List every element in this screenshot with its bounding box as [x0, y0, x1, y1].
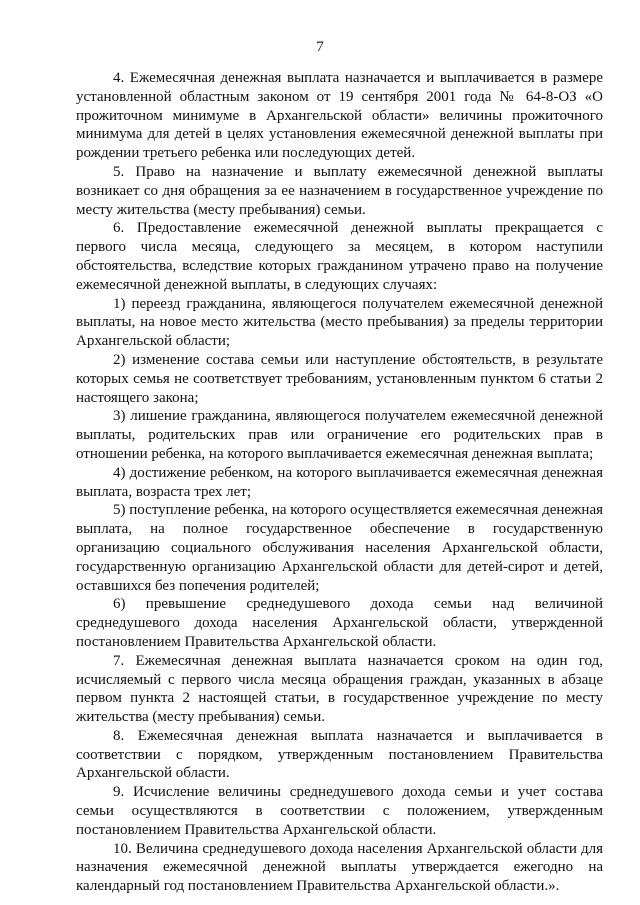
list-item-1: 1) переезд гражданина, являющегося получателем ежемесячной денежной выплаты, на новое место жительства (место пребывания) за пределы территории Архангельской области;	[76, 295, 603, 350]
list-item-6: 6) превышение среднедушевого дохода семьи над величиной среднедушевого дохода населения Архангельской области, утвержденной постановлением Правительства Архангельской области.	[76, 596, 603, 650]
list-item-3: 3) лишение гражданина, являющегося получателем ежемесячной денежной выплаты, родительских прав или ограничение его родительских прав в отношении ребенка, на которого выплачивается ежемесячная денежная выплата;	[76, 408, 603, 462]
paragraph-10: 10. Величина среднедушевого дохода населения Архангельской области для назначения ежемесячной денежной выплаты утверждается ежегодно на календарный год постановлением Правительства Архангельской области.».	[76, 840, 603, 895]
list-item-4: 4) достижение ребенком, на которого выплачивается ежемесячная денежная выплата, возраста трех лет;	[76, 464, 603, 500]
list-item-2: 2) изменение состава семьи или наступление обстоятельств, в результате которых семья не соответствует требованиям, установленным пунктом 6 статьи 2 настоящего закона;	[76, 351, 603, 406]
paragraph-9: 9. Исчисление величины среднедушевого дохода семьи и учет состава семьи осуществляются в соответствии с положением, утвержденным постановлением Правительства Архангельской области.	[76, 784, 603, 838]
paragraph-8: 8. Ежемесячная денежная выплата назначается и выплачивается в соответствии с порядком, утвержденным постановлением Правительства Архангельской области.	[76, 727, 603, 782]
list-item-5: 5) поступление ребенка, на которого осуществляется ежемесячная денежная выплата, на полное государственное обеспечение в государственную организацию социального обслуживания населения Архангельской области, государственную организацию Архангельской области для детей-сирот и детей, оставшихся без попечения родителей;	[76, 502, 603, 594]
paragraph-4: 4. Ежемесячная денежная выплата назначается и выплачивается в размере установленной областным законом от 19 сентября 2001 года № 64-8-ОЗ «О прожиточном минимуме в Архангельской области» величины прожиточного минимума для детей в целях установления ежемесячной денежной выплаты при рождении третьего ребенка или последующих детей.	[76, 70, 603, 162]
paragraph-5: 5. Право на назначение и выплату ежемесячной денежной выплаты возникает со дня обращения за ее назначением в государственное учреждение по месту жительства (месту пребывания) семьи.	[76, 163, 603, 218]
document-body	[76, 69, 603, 896]
paragraph-7: 7. Ежемесячная денежная выплата назначается сроком на один год, исчисляемый с первого числа месяца обращения граждан, указанных в абзаце первом пункта 2 настоящей статьи, в государственное учреждение по месту жительства (месту пребывания) семьи.	[76, 652, 603, 726]
page-number: 7	[316, 39, 324, 55]
paragraph-6: 6. Предоставление ежемесячной денежной выплаты прекращается с первого числа месяца, следующего за месяцем, в котором наступили обстоятельства, вследствие которых гражданином утрачено право на получение ежемесячной денежной выплаты, в следующих случаях:	[76, 220, 603, 293]
